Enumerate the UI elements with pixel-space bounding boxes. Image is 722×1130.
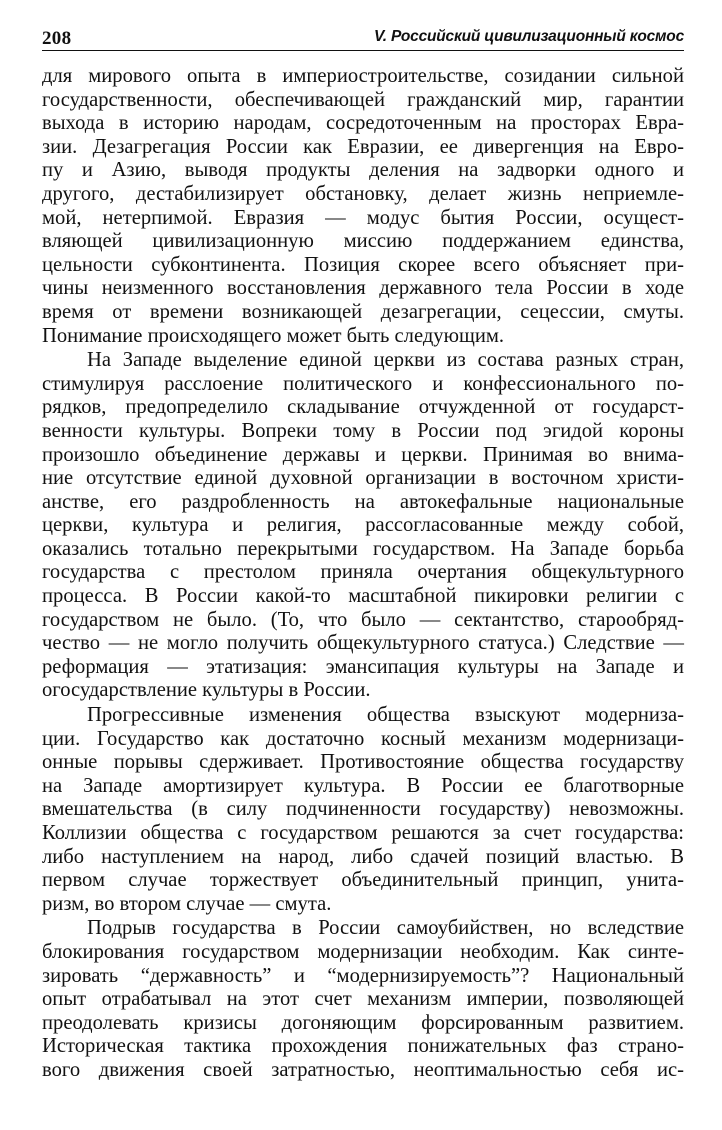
text-line: зии. Дезагрегация России как Евразии, ее дивергенция на Евро- bbox=[42, 135, 684, 158]
text-line: ции. Государство как достаточно косный механизм модернизаци- bbox=[42, 727, 684, 750]
text-line: Коллизии общества с государством решаются за счет государства: bbox=[42, 822, 684, 844]
text-line: вляющей цивилизационную миссию поддержанием единства, bbox=[42, 230, 684, 253]
text-line: цельности субконтинента. Позиция скорее всего объясняет при- bbox=[42, 253, 684, 276]
text-line: вого движения своей затратностью, неоптимальностью себя ис- bbox=[42, 1058, 684, 1081]
body-text bbox=[42, 65, 684, 1083]
text-line: преодолевать кризисы догоняющим форсированным развитием. bbox=[42, 1011, 684, 1034]
text-line: государством не было. (То, что было — сектантство, старообряд- bbox=[42, 608, 684, 631]
text-line: Прогрессивные изменения общества взыскуют модерниза- bbox=[87, 704, 684, 727]
text-line: рядков, предопределило складывание отчужденной от государст- bbox=[42, 396, 684, 419]
text-line: время от времени возникающей дезагрегации, сецессии, смуты. bbox=[42, 300, 684, 323]
text-line: Подрыв государства в России самоубийствен, но вследствие bbox=[87, 917, 684, 940]
chapter-title: V. Российский цивилизационный космос bbox=[374, 28, 684, 45]
text-line: ние отсутствие единой духовной организации в восточном христи- bbox=[42, 467, 684, 490]
text-line: другого, дестабилизирует обстановку, делает жизнь неприемле- bbox=[42, 182, 684, 205]
text-line: Историческая тактика прохождения понижательных фаз страно- bbox=[42, 1035, 684, 1058]
running-header bbox=[42, 22, 684, 51]
text-line: оказались тотально перекрытыми государством. На Западе борьба bbox=[42, 537, 684, 560]
text-line: мой, нетерпимой. Евразия — модус бытия России, осущест- bbox=[42, 206, 684, 229]
text-line: государственности, обеспечивающей гражданский мир, гарантии bbox=[42, 88, 684, 111]
text-line: чество — не могло получить общекультурного статуса.) Следствие — bbox=[42, 632, 684, 655]
text-line: на Западе амортизирует культура. В России ее благотворные bbox=[42, 774, 684, 797]
text-line: для мирового опыта в империостроительстве, созидании сильной bbox=[42, 65, 684, 87]
text-line: государства с престолом приняла очертания общекультурного bbox=[42, 561, 684, 584]
text-line: ризм, во втором случае — смута. bbox=[42, 892, 332, 915]
text-line: выхода в историю народам, сосредоточенным на просторах Евра- bbox=[42, 112, 684, 135]
text-line: опыт отрабатывал на этот счет механизм империи, позволяющей bbox=[42, 988, 684, 1011]
text-line: церкви, культура и религия, рассогласованные между собой, bbox=[42, 514, 684, 537]
text-line: На Западе выделение единой церкви из состава разных стран, bbox=[87, 349, 684, 372]
text-line: венности культуры. Вопреки тому в России под эгидой короны bbox=[42, 419, 684, 442]
text-line: чины неизменного восстановления державного тела России в ходе bbox=[42, 277, 684, 300]
page-number: 208 bbox=[42, 28, 72, 49]
paragraph bbox=[42, 65, 684, 348]
text-line: онные порывы сдерживает. Противостояние общества государству bbox=[42, 751, 684, 774]
book-page bbox=[42, 22, 684, 1083]
text-line: Понимание происходящего может быть следующим. bbox=[42, 324, 505, 347]
paragraph bbox=[42, 917, 684, 1082]
text-line: анстве, его раздробленность на автокефальные национальные bbox=[42, 490, 684, 513]
paragraph bbox=[42, 704, 684, 916]
text-line: первом случае торжествует объединительный принцип, унита- bbox=[42, 869, 684, 892]
text-line: либо наступлением на народ, либо сдачей позиций властью. В bbox=[42, 845, 684, 868]
paragraph bbox=[42, 349, 684, 703]
text-line: огосударствление культуры в России. bbox=[42, 679, 371, 702]
text-line: вмешательства (в силу подчиненности государству) невозможны. bbox=[42, 798, 684, 821]
text-line: зировать “державность” и “модернизируемость”? Национальный bbox=[42, 964, 684, 987]
text-line: произошло объединение державы и церкви. Принимая во внима- bbox=[42, 443, 684, 466]
text-line: реформация — этатизация: эмансипация культуры на Западе и bbox=[42, 655, 684, 678]
text-line: процесса. В России какой-то масштабной пикировки религии с bbox=[42, 585, 684, 608]
text-line: пу и Азию, выводя продукты деления на задворки одного и bbox=[42, 159, 684, 182]
text-line: блокирования государством модернизации необходим. Как синте- bbox=[42, 940, 684, 963]
text-line: стимулируя расслоение политического и конфессионального по- bbox=[42, 372, 684, 395]
